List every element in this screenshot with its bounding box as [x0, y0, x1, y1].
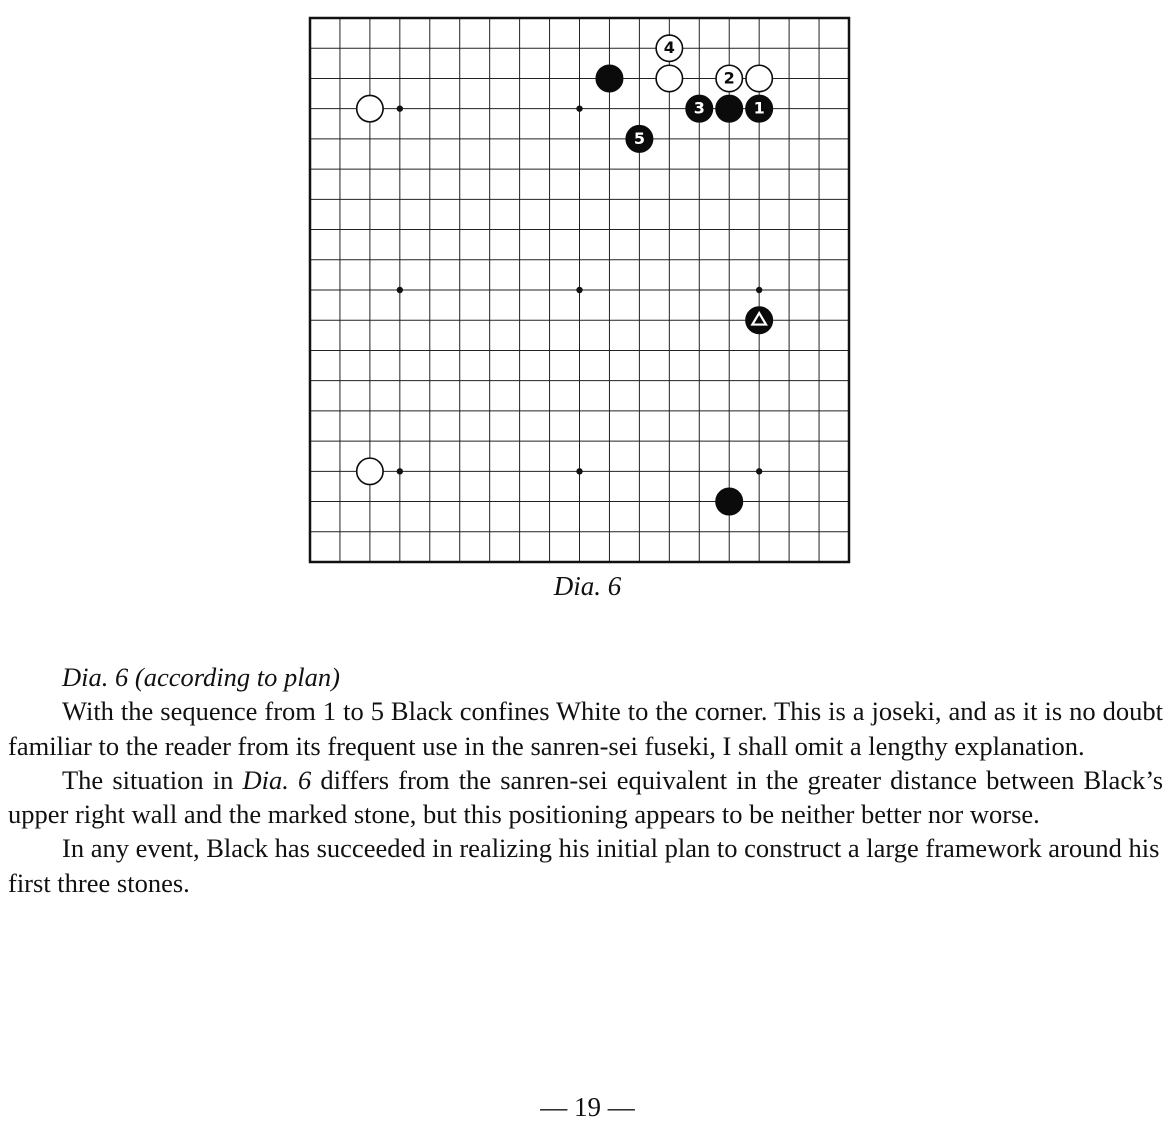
white-stone — [357, 95, 383, 121]
paragraph-2-end: differs from the sanren-sei equivalent in the greater distance between Black’s upper right wall and the marked stone, but this positioning appears to be neither better nor worse. — [8, 764, 1164, 830]
black-stone — [716, 488, 742, 514]
black-stone — [596, 65, 622, 91]
black-stone — [716, 95, 742, 121]
paragraph-2 — [8, 763, 1163, 832]
paragraph-2-start: The situation in — [62, 764, 243, 795]
go-board — [307, 15, 852, 565]
diagram-reference: Dia. 6 — [242, 764, 312, 795]
star-point — [756, 287, 762, 293]
page-number: — 19 — — [540, 1092, 635, 1122]
move-number-label: 3 — [693, 98, 705, 118]
star-point — [397, 468, 403, 474]
move-number-label: 2 — [723, 68, 735, 88]
white-stone — [357, 458, 383, 484]
paragraph-1: With the sequence from 1 to 5 Black confines White to the corner. This is a joseki, and as it is no doubt familiar to the reader from its frequent use in the sanren-sei fuseki, I shall omit a lengthy explanation. — [8, 696, 1163, 761]
diagram-caption: Dia. 6 — [553, 571, 622, 601]
star-point — [756, 468, 762, 474]
star-point — [576, 287, 582, 293]
go-board-diagram — [307, 15, 852, 565]
move-number-label: 4 — [663, 38, 675, 58]
star-point — [397, 287, 403, 293]
body-text — [8, 660, 1163, 900]
move-number-label: 5 — [633, 128, 645, 148]
move-number-label: 1 — [753, 98, 765, 118]
white-stone — [746, 65, 772, 91]
star-point — [576, 105, 582, 111]
star-point — [576, 468, 582, 474]
section-heading: Dia. 6 (according to plan) — [62, 662, 340, 692]
white-stone — [656, 65, 682, 91]
paragraph-3: In any event, Black has succeeded in realizing his initial plan to construct a large framework around his first three stones. — [8, 833, 1160, 898]
star-point — [397, 105, 403, 111]
